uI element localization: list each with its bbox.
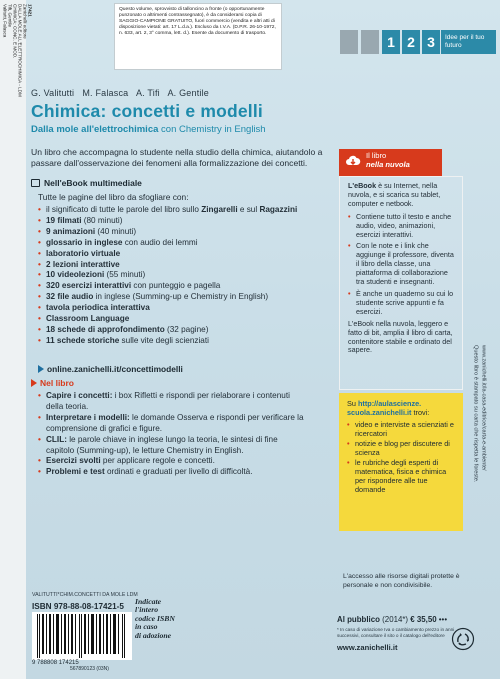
barcode bbox=[32, 612, 132, 660]
series-tag: Idee per il tuo futuro bbox=[441, 30, 496, 54]
list-item: • notizie e blog per discutere di scienza bbox=[347, 439, 455, 457]
tablet-icon bbox=[31, 179, 40, 187]
list-item: • Problemi e test ordinati e graduati per livello di difficoltà. bbox=[38, 467, 308, 478]
arrow-right-icon bbox=[38, 365, 44, 373]
authors: G. Valitutti M. Falasca A. Tifi A. Gentile bbox=[31, 88, 209, 98]
volume-square bbox=[340, 30, 358, 54]
isbn: ISBN 978-88-08-17421-5 bbox=[32, 602, 124, 611]
ebook-panel: L'eBook è su Internet, nella nuvola, e si scarica su tablet, computer e netbook. • Contiene tutto il testo e anche audio, video, animazioni, esercizi interattivi. • Con le note e i link che aggiunge il professore, diventa il libro della classe, una piattaforma di collaborazione tra studenti e insegnanti. • È anche un quaderno su cui lo studente scrive appunti e fa esercizi. L'eBook nella nuvola, leggero e fatto di bit, amplia il libro di carta, contenitore stabile e ordinato del sapere. bbox=[339, 176, 463, 390]
libro-features-list bbox=[38, 391, 308, 478]
volume-1: 1 bbox=[382, 30, 400, 54]
list-item: • il significato di tutte le parole del libro sullo Zingarelli e sul Ragazzini bbox=[38, 205, 297, 216]
list-item: • 2 lezioni interattive bbox=[38, 260, 297, 271]
list-item: • 10 videolezioni (55 minuti) bbox=[38, 270, 297, 281]
volume-3: 3 bbox=[422, 30, 440, 54]
ebook-features-list bbox=[38, 205, 297, 347]
arrow-right-icon bbox=[31, 379, 37, 387]
libro-heading: Nel libro bbox=[31, 378, 74, 388]
list-item: • CLIL: le parole chiave in inglese lungo la teoria, le sintesi di fine capitolo (Summing-up), le letture Chemistry in English. bbox=[38, 435, 308, 457]
access-note: L'accesso alle risorse digitali protette è personale e non condivisibile. bbox=[343, 573, 460, 589]
list-item: • 19 filmati (80 minuti) bbox=[38, 216, 297, 227]
list-item: • 320 esercizi interattivi con punteggio e pagella bbox=[38, 281, 297, 292]
list-item: • le rubriche degli esperti di matematica, fisica e chimica per rispondere alle tue domande bbox=[347, 458, 455, 494]
price-note: * In caso di variazione Iva o cambiamento prezzo in anni successivi, consultare il sito o il catalogo dell'editore bbox=[337, 627, 455, 638]
volume-square bbox=[361, 30, 379, 54]
list-item: • glossario in inglese con audio dei lemmi bbox=[38, 238, 297, 249]
cloud-tag: Il libro nella nuvola bbox=[339, 149, 442, 176]
aulascienze-box: Su http://aulascienze. scuola.zanichelli.it trovi: • video e interviste a scienziati e ricercatori • notizie e blog per discutere di scienza • le rubriche degli esperti di matematica, fisica e chimica per rispondere alle tue domande bbox=[339, 393, 463, 531]
list-item: • 11 schede storiche sulle vite degli scienziati bbox=[38, 336, 297, 347]
list-item: • Contiene tutto il testo e anche audio, video, animazioni, esercizi interattivi. bbox=[348, 213, 454, 240]
paper-note: Questo libro è stampato su carta che rispetta le foreste. www.zanichelli.it/la-casa-editrice/carta-e-ambiente/ bbox=[472, 345, 487, 483]
ebook-lead: Tutte le pagine del libro da sfogliare con: bbox=[38, 192, 189, 202]
price: Al pubblico (2014*) € 35,50 ••• bbox=[337, 615, 448, 624]
list-item: • 18 schede di approfondimento (32 pagine) bbox=[38, 325, 297, 336]
barcode-title: VALITUTTI*CHIM.CONCETTI DA MOLE LDM bbox=[32, 592, 138, 598]
book-subtitle: Dalla mole all'elettrochimica con Chemistry in English bbox=[31, 124, 266, 135]
cloud-download-icon bbox=[345, 154, 361, 168]
recycle-icon bbox=[451, 627, 475, 651]
legal-notice: Questo volume, sprovvisto di talloncino a fronte (o opportunamente punzonato o altrimenti contrassegnato), è da considerarsi copia di SAGGIO-CAMPIONE GRATUITO, fuori commercio (vendita e altri atti di disposizione vietati: art. 17 L.d.a.). Escluso da I.V.A. (D.P.R. 26-10-1972, n. 633, art. 2, 3° comma, lett. d.). Esente da documento di trasporto. bbox=[114, 3, 282, 70]
isbn-note: Indicate l'intero codice ISBN in caso di adozione bbox=[135, 597, 175, 640]
barcode-code: 567890123 (03N) bbox=[70, 666, 109, 672]
list-item: • Classroom Language bbox=[38, 314, 297, 325]
list-item: • laboratorio virtuale bbox=[38, 249, 297, 260]
list-item: • video e interviste a scienziati e ricercatori bbox=[347, 420, 455, 438]
online-link[interactable]: online.zanichelli.it/concettimodelli bbox=[38, 364, 183, 374]
list-item: • 32 file audio in inglese (Summing-up e Chemistry in English) bbox=[38, 292, 297, 303]
barcode-digits: 9 788808 174215 bbox=[32, 660, 79, 666]
list-item: • Capire i concetti: i box Rifletti e rispondi per rielaborare i contenuti della teoria. bbox=[38, 391, 308, 413]
list-item: • Interpretare i modelli: le domande Osserva e rispondi per verificare la comprensione di grafici e figure. bbox=[38, 413, 308, 435]
intro-text: Un libro che accompagna lo studente nella studio della chimica, aiutandolo a passare dall'osservazione dei fenomeni alla formalizzazione dei concetti. bbox=[31, 147, 323, 168]
list-item: • 9 animazioni (40 minuti) bbox=[38, 227, 297, 238]
list-item: • tavola periodica interattiva bbox=[38, 303, 297, 314]
volume-2: 2 bbox=[402, 30, 420, 54]
ebook-heading: Nell'eBook multimediale bbox=[31, 178, 142, 188]
list-item: • Esercizi svolti per applicare regole e concetti. bbox=[38, 456, 308, 467]
aulascienze-link[interactable]: http://aulascienze. scuola.zanichelli.it bbox=[347, 399, 422, 417]
book-title: Chimica: concetti e modelli bbox=[31, 101, 263, 121]
publisher-site[interactable]: www.zanichelli.it bbox=[337, 643, 398, 652]
spine-label: Valitutti, Falasca Tifi, Gentile CHIMICA: CONC. E MOD. DALLA MOLE ALL'ELETTROCHIMICA - LDM Zanichelli editore 17421 bbox=[2, 4, 33, 97]
list-item: • È anche un quaderno su cui lo studente scrive appunti e fa esercizi. bbox=[348, 290, 454, 317]
list-item: • Con le note e i link che aggiunge il professore, diventa il libro della classe, una piattaforma di collaborazione tra studenti e insegnanti. bbox=[348, 242, 454, 287]
